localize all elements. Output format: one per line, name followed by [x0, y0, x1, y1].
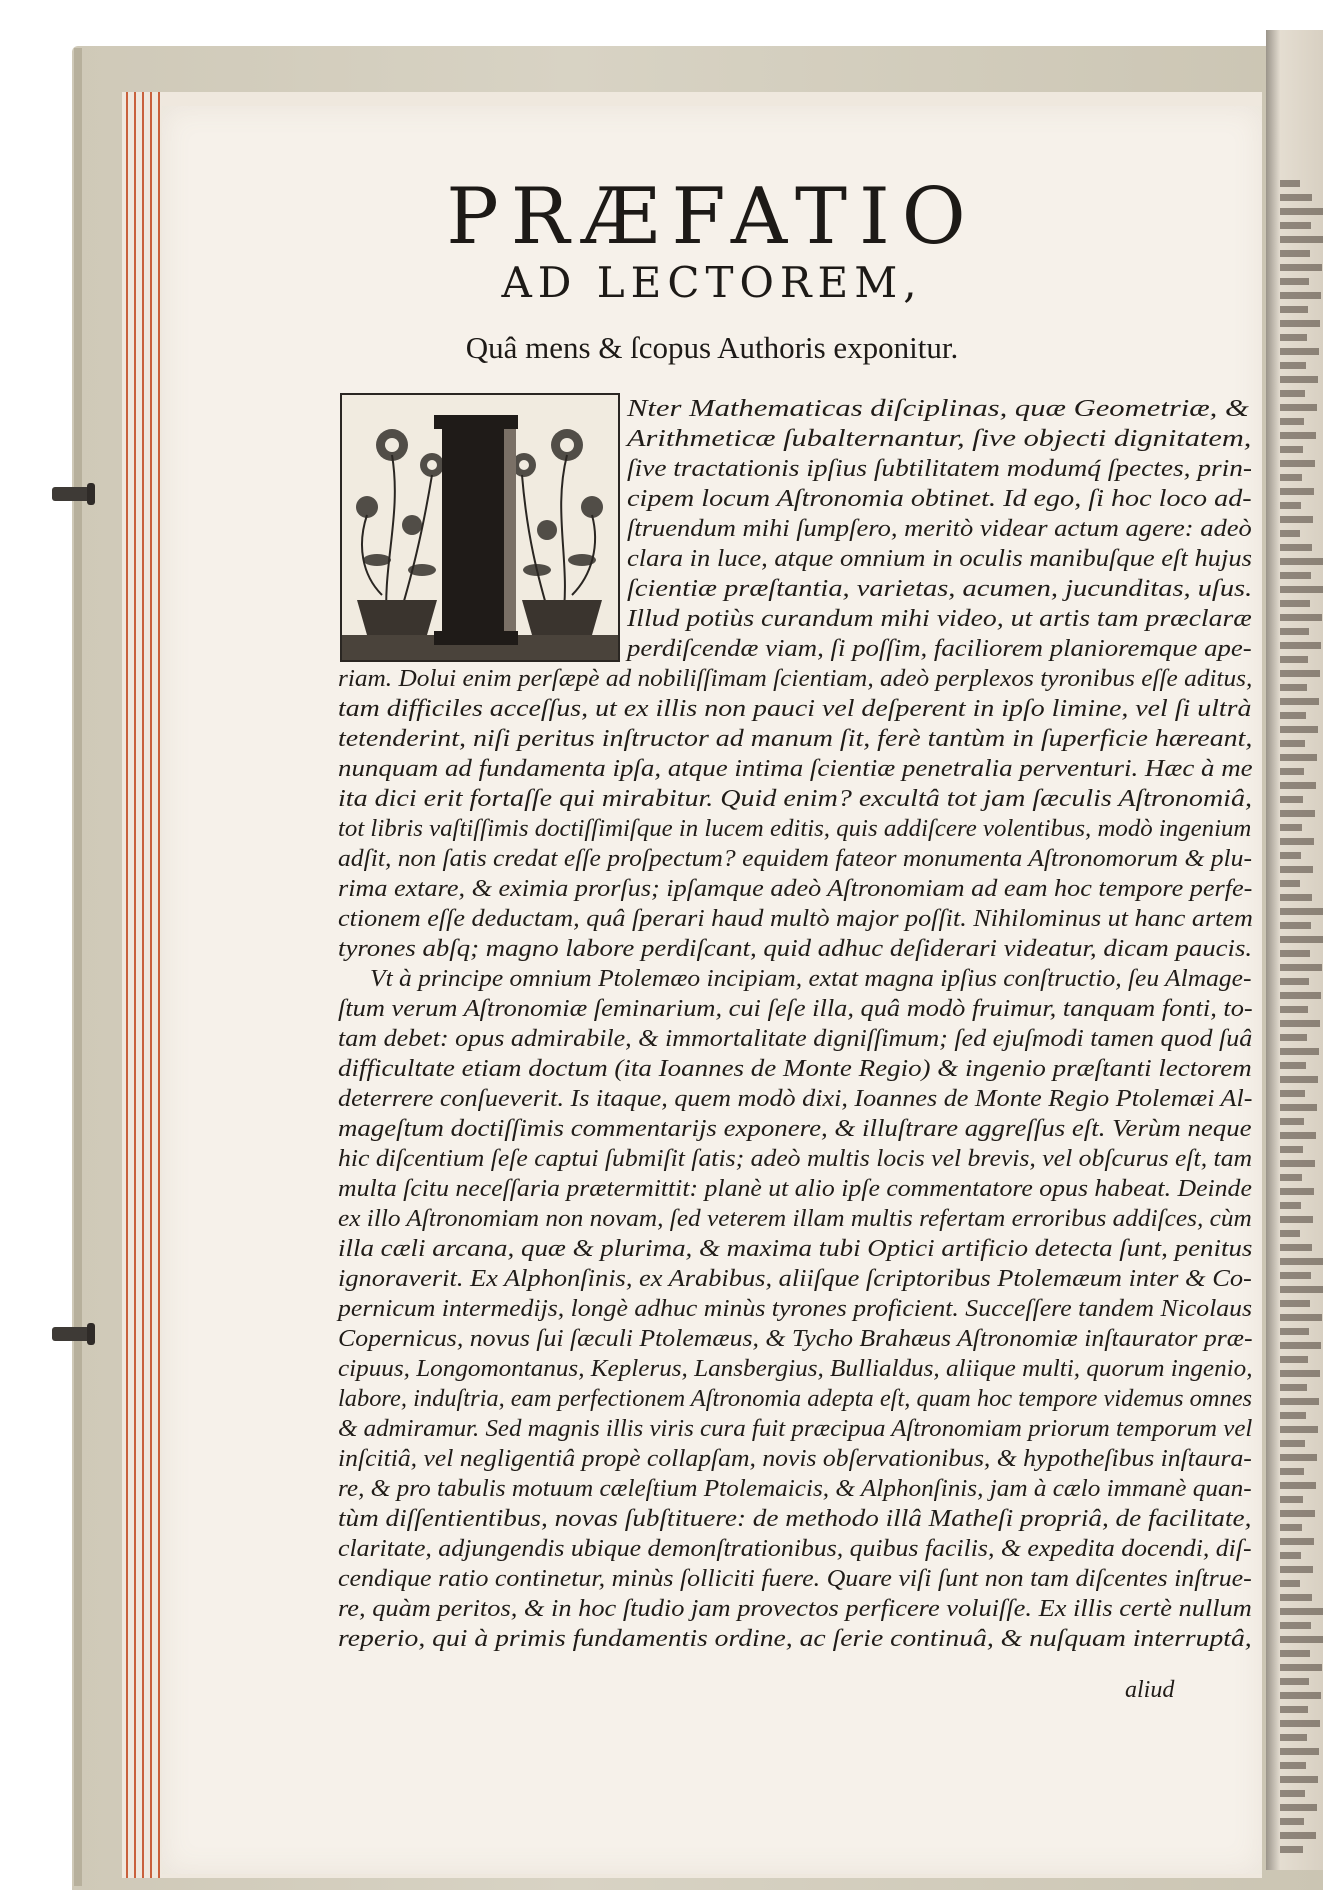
- body-line: ex illo Aſtronomiam non novam, ſed veterem illam multis refertam erroribus addiſces, cùm: [338, 1205, 1252, 1232]
- body-line: deterrere conſueverit. Is itaque, quem modò dixi, Ioannes de Monte Regio Ptolemæi Al-: [338, 1085, 1253, 1112]
- body-line: ita dici erit fortaſſe qui mirabitur. Quid enim? excultâ tot jam ſæculis Aſtronomiâ,: [338, 785, 1253, 812]
- body-line: cendique ratio continetur, minùs ſolliciti fuere. Quare viſi ſunt non tam diſcentes inſtrue-: [338, 1565, 1252, 1592]
- page-title: PRÆFATIO: [446, 172, 978, 262]
- body-line: re, & pro tabulis motuum cæleſtium Ptolemaicis, & Alphonſinis, jam à cælo immanè quan-: [338, 1475, 1252, 1502]
- body-line: & admiramur. Sed magnis illis viris cura fuit præcipua Aſtronomiam priorum temporum vel: [338, 1415, 1253, 1442]
- body-line: tùm diſſentientibus, novas ſubſtituere: de methodo illâ Matheſi propriâ, de facilitate,: [338, 1505, 1252, 1532]
- body-line: Nter Mathematicas diſciplinas, quæ Geometriæ, &: [627, 395, 1249, 422]
- body-line: re, quàm peritos, & in hoc ſtudio jam provectos perficere voluiſſe. Ex illis certè nullum: [338, 1595, 1252, 1622]
- body-line: mageſtum doctiſſimis commentarijs exponere, & illuſtrare aggreſſus eſt. Verùm neque: [338, 1115, 1252, 1142]
- body-line: cipem locum Aſtronomia obtinet. Id ego, ſi hoc loco ad-: [627, 485, 1252, 512]
- body-line: tam difficiles acceſſus, ut ex illis non pauci vel deſperent in ipſo limine, vel ſi ultrà: [338, 695, 1252, 722]
- body-line: Vt à principe omnium Ptolemæo incipiam, extat magna ipſius conſtructio, ſeu Almage-: [370, 965, 1252, 992]
- catchword: aliud: [1125, 1677, 1175, 1703]
- body-line: nunquam ad fundamenta ipſa, atque intima ſcientiæ penetralia perventuri. Hæc à me: [338, 755, 1253, 782]
- body-line: claritate, adjungendis ubique demonſtrationibus, quibus facilis, & expedita docendi, diſ-: [338, 1535, 1252, 1562]
- body-line: hic diſcentium ſeſe captui ſubmiſit ſatis; adeò multis locis vel brevis, vel obſcurus eſt, tam: [338, 1145, 1253, 1172]
- body-line: perdiſcendæ viam, ſi poſſim, faciliorem planioremque ape-: [627, 635, 1252, 662]
- body-line: ignoraverit. Ex Alphonſinis, ex Arabibus, aliiſque ſcriptoribus Ptolemæum inter & Co-: [338, 1265, 1252, 1292]
- body-line: Illud potiùs curandum mihi video, ut artis tam præclaræ: [627, 605, 1252, 632]
- body-line: Copernicus, novus ſui ſæculi Ptolemæus, & Tycho Brahæus Aſtronomiæ inſtaurator præ-: [338, 1325, 1253, 1352]
- body-line: cipuus, Longomontanus, Keplerus, Lansbergius, Bullialdus, aliique multi, quorum ingenio,: [338, 1355, 1253, 1382]
- body-line: clara in luce, atque omnium in oculis manibuſque eſt hujus: [627, 545, 1252, 572]
- clasp-pin-lower-icon: [52, 1327, 92, 1341]
- facing-page: [1266, 30, 1323, 1870]
- clasp-pin-upper-icon: [52, 487, 92, 501]
- body-line: ctionem eſſe deductam, quâ ſperari haud multò major poſſit. Nihilominus ut hanc artem: [338, 905, 1253, 932]
- floral-woodcut-initial-icon: [340, 393, 620, 662]
- body-line: ſtruendum mihi ſumpſero, meritò videar actum agere: adeò: [627, 515, 1252, 542]
- cover-edge: [74, 48, 82, 1886]
- body-line: tyrones abſq; magno labore perdiſcant, quid adhuc deſiderari videatur, dicam paucis.: [338, 935, 1253, 962]
- body-line: ſcientiæ præſtantia, varietas, acumen, jucunditas, uſus.: [627, 575, 1253, 602]
- body-line: rima extare, & eximia prorſus; ipſamque adeò Aſtronomiam ad eam hoc tempore perfe-: [338, 875, 1253, 902]
- body-line: ſive tractationis ipſius ſubtilitatem modumq́ ſpectes, prin-: [627, 455, 1253, 482]
- page-tagline: Quâ mens & ſcopus Authoris exponitur.: [465, 330, 959, 365]
- body-line: ſtum verum Aſtronomiæ ſeminarium, cui ſeſe illa, quâ modò fruimur, tanquam fonti, to-: [338, 995, 1253, 1022]
- body-line: tam debet: opus admirabile, & immortalitate digniſſimum; ſed ejuſmodi tamen quod ſuâ: [338, 1025, 1253, 1052]
- body-line: pernicum intermedijs, longè adhuc minùs tyrones proficient. Succeſſere tandem Nicolaus: [338, 1295, 1253, 1322]
- body-line: illa cæli arcana, quæ & plurima, & maxima tubi Optici artificio detecta ſunt, penitus: [338, 1235, 1253, 1262]
- body-line: tot libris vaſtiſſimis doctiſſimiſque in lucem editis, quis addiſcere volentibus, modò ingenium: [338, 815, 1252, 842]
- body-line: riam. Dolui enim perſæpè ad nobiliſſimam ſcientiam, adeò perplexos tyronibus eſſe aditus,: [338, 665, 1253, 692]
- body-line: labore, induſtria, eam perfectionem Aſtronomia adepta eſt, quam hoc tempore videmus omnes: [338, 1385, 1253, 1412]
- body-line: inſcitiâ, vel negligentiâ propè collapſam, novis obſervationibus, & hypotheſibus inſtaura-: [338, 1445, 1252, 1472]
- body-line: difficultate etiam doctum (ita Ioannes de Monte Regio) & ingenio præſtanti lectorem: [338, 1055, 1252, 1082]
- body-line: tetenderint, niſi peritus inſtructor ad manum ſit, ferè tantùm in ſuperficie hæreant,: [338, 725, 1253, 752]
- body-line: reperio, qui à primis fundamentis ordine, ac ſerie continuâ, & nuſquam interruptâ,: [338, 1625, 1252, 1652]
- page-subtitle: AD LECTOREM,: [501, 258, 923, 307]
- body-line: multa ſcitu neceſſaria prætermittit: planè ut alio ipſe commentatore opus habeat. Deinde: [338, 1175, 1252, 1202]
- body-line: Arithmeticæ ſubalternantur, ſive objecti dignitatem,: [627, 425, 1252, 452]
- body-line: adſit, non ſatis credat eſſe proſpectum? equidem fateor monumenta Aſtronomorum & plu-: [338, 845, 1253, 872]
